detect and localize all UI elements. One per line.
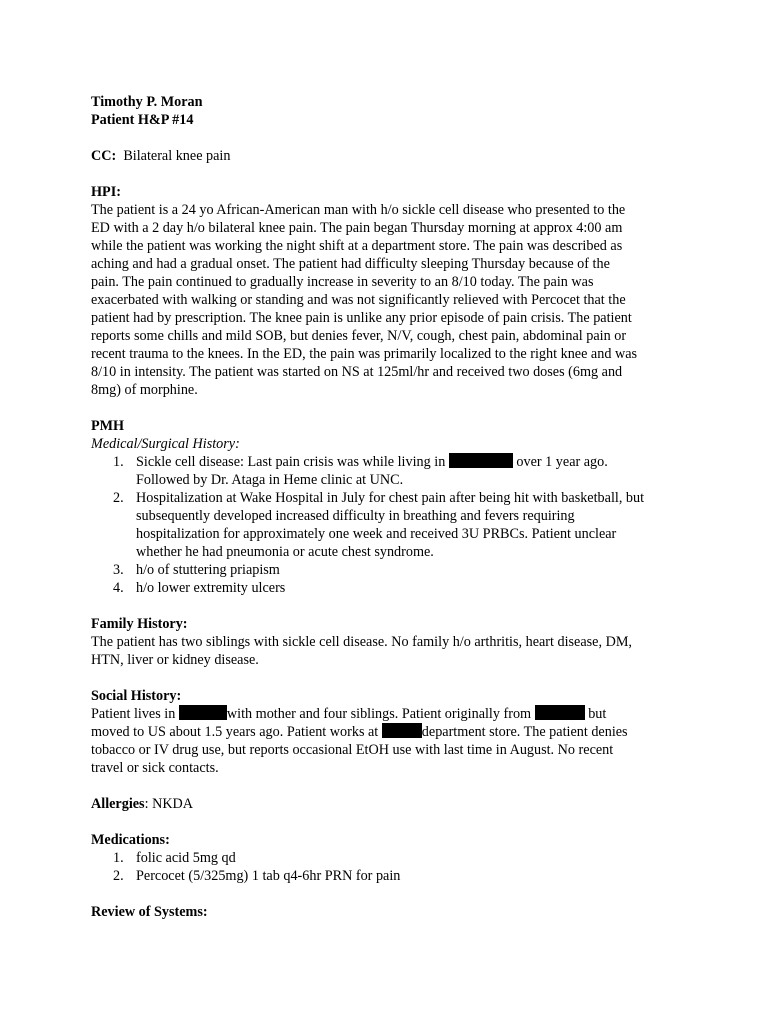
list-number: 4.: [113, 580, 124, 596]
review-of-systems-heading: Review of Systems:: [91, 904, 208, 920]
medication-text: Percocet (5/325mg) 1 tab q4-6hr PRN for pain: [136, 868, 401, 884]
social-history-line: [91, 705, 691, 723]
pmh-item-text: Hospitalization at Wake Hospital in July for chest pain after being hit with basketball, but: [136, 490, 645, 506]
pmh-item-text: hospitalization for approximately one week and received 3U PRBCs. Patient unclear: [136, 526, 617, 542]
pmh-heading: PMH: [91, 418, 125, 434]
hpi-line: reports some chills and mild SOB, but denies fever, N/V, cough, chest pain, abdominal pain or: [91, 328, 627, 344]
hpi-line: The patient is a 24 yo African-American man with h/o sickle cell disease who presented to the: [91, 202, 626, 218]
cc-label: CC:: [91, 148, 117, 164]
hpi-line: ED with a 2 day h/o bilateral knee pain. The pain began Thursday morning at approx 4:00 am: [91, 220, 623, 236]
allergies: [91, 795, 691, 813]
hpi-heading: HPI:: [91, 184, 121, 200]
pmh-item-text: Sickle cell disease: Last pain crisis was while living in: [136, 454, 446, 470]
chief-complaint: [91, 147, 691, 165]
pmh-item-text: Followed by Dr. Ataga in Heme clinic at UNC.: [136, 472, 404, 488]
medication-text: folic acid 5mg qd: [136, 850, 236, 866]
social-text: but: [588, 706, 607, 722]
family-history-line: The patient has two siblings with sickle cell disease. No family h/o arthritis, heart disease, DM,: [91, 634, 632, 650]
social-text: with mother and four siblings. Patient originally from: [226, 706, 532, 722]
medications-list: [91, 849, 691, 885]
pmh-list: [91, 453, 691, 597]
allergies-text: : NKDA: [144, 796, 194, 812]
redaction-bar: [382, 723, 422, 738]
document-body: [91, 93, 691, 921]
hpi-line: recent trauma to the knees. In the ED, the pain was primarily localized to the right knee and was: [91, 346, 638, 362]
family-history-heading: Family History:: [91, 616, 188, 632]
hpi-paragraph: [91, 201, 691, 399]
pmh-subheading: Medical/Surgical History:: [91, 436, 240, 452]
pmh-item-text: whether he had pneumonia or acute chest syndrome.: [136, 544, 434, 560]
social-text: department store. The patient denies: [421, 724, 628, 740]
list-item: [91, 453, 691, 489]
list-number: 1.: [113, 850, 124, 866]
hpi-line: exacerbated with walking or standing and was not significantly relieved with Percocet that the: [91, 292, 626, 308]
social-text: Patient lives in: [91, 706, 176, 722]
author-name: Timothy P. Moran: [91, 94, 203, 110]
list-item: [91, 579, 691, 597]
hpi-line: patient had by prescription. The knee pain is unlike any prior episode of pain crisis. The patient: [91, 310, 632, 326]
social-history-line: travel or sick contacts.: [91, 760, 219, 776]
family-history-line: HTN, liver or kidney disease.: [91, 652, 259, 668]
list-item: [91, 489, 691, 561]
redaction-bar: [179, 705, 227, 720]
list-number: 2.: [113, 868, 124, 884]
list-number: 1.: [113, 454, 124, 470]
list-number: 3.: [113, 562, 124, 578]
hpi-line: aching and had a gradual onset. The patient had difficulty sleeping Thursday because of the: [91, 256, 610, 272]
hpi-line: 8mg) of morphine.: [91, 382, 198, 398]
hpi-line: 8/10 in intensity. The patient was started on NS at 125ml/hr and received two doses (6mg and: [91, 364, 623, 380]
pmh-item-text: h/o lower extremity ulcers: [136, 580, 286, 596]
pmh-item-text: subsequently developed increased difficulty in breathing and fevers requiring: [136, 508, 575, 524]
cc-text: Bilateral knee pain: [123, 148, 231, 164]
pmh-item-text: h/o of stuttering priapism: [136, 562, 280, 578]
social-history-line: [91, 723, 691, 741]
hpi-line: while the patient was working the night shift at a department store. The pain was described as: [91, 238, 623, 254]
list-number: 2.: [113, 490, 124, 506]
redaction-bar: [449, 453, 513, 468]
redaction-bar: [535, 705, 585, 720]
document-title: Patient H&P #14: [91, 112, 194, 128]
list-item: [91, 561, 691, 579]
medications-heading: Medications:: [91, 832, 170, 848]
social-history-heading: Social History:: [91, 688, 182, 704]
pmh-item-text: over 1 year ago.: [516, 454, 608, 470]
social-history-line: tobacco or IV drug use, but reports occasional EtOH use with last time in August. No recent: [91, 742, 614, 758]
hpi-line: pain. The pain continued to gradually increase in severity to an 8/10 today. The pain was: [91, 274, 594, 290]
allergies-label: Allergies: [91, 796, 145, 812]
list-item: [91, 867, 691, 885]
list-item: [91, 849, 691, 867]
social-text: moved to US about 1.5 years ago. Patient works at: [91, 724, 379, 740]
